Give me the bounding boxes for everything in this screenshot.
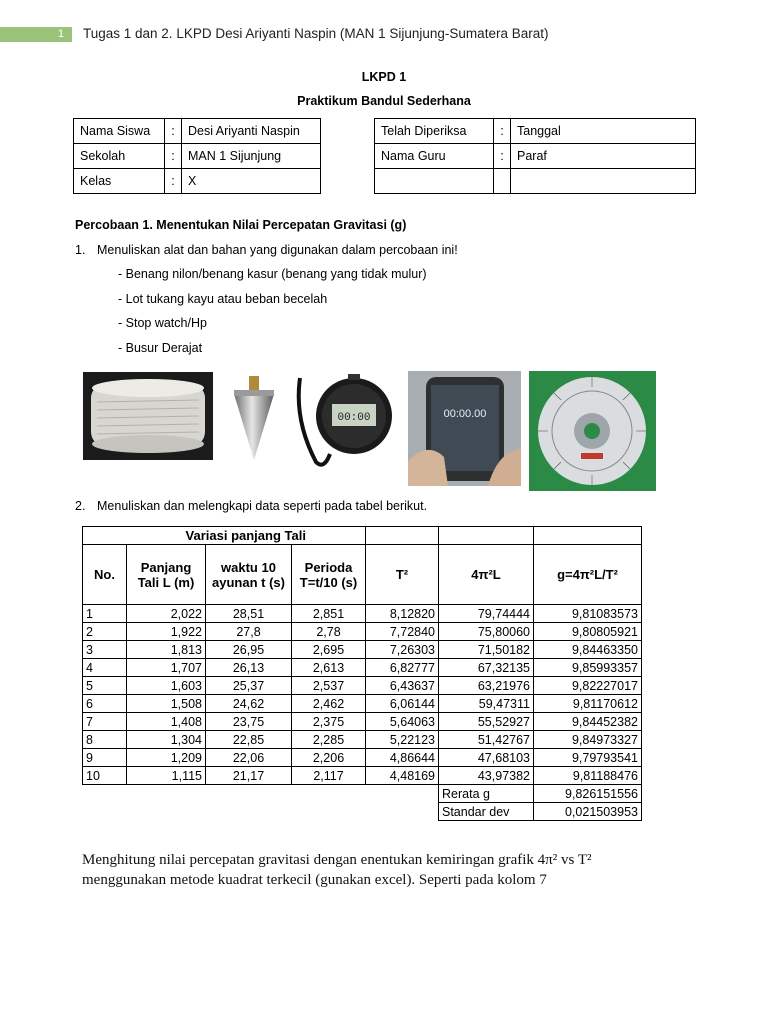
table-cell: 4,48169 xyxy=(366,767,439,785)
check-info-row xyxy=(375,144,696,169)
table-cell: 9,85993357 xyxy=(534,659,642,677)
table-row xyxy=(83,767,642,785)
info-value: MAN 1 Sijunjung xyxy=(182,144,321,169)
info-label: Kelas xyxy=(74,169,165,194)
table-row xyxy=(83,713,642,731)
table-cell: 9,84452382 xyxy=(534,713,642,731)
page-number: 1 xyxy=(0,27,72,42)
check-label xyxy=(375,169,494,194)
stopwatch-display: 00:00 xyxy=(337,412,371,424)
table-cell: 9,84463350 xyxy=(534,641,642,659)
table-cell: 26,95 xyxy=(206,641,292,659)
table-cell: 59,47311 xyxy=(439,695,534,713)
group-header-label: Variasi panjang Tali xyxy=(127,527,366,545)
student-info-table xyxy=(73,118,321,194)
check-value: Tanggal xyxy=(511,119,696,144)
table-row xyxy=(83,749,642,767)
table-cell: 2,613 xyxy=(292,659,366,677)
data-rows xyxy=(83,605,642,785)
table-cell: 1,707 xyxy=(127,659,206,677)
table-cell: 2,117 xyxy=(292,767,366,785)
doc-title: LKPD 1 xyxy=(361,70,407,84)
table-cell: 5,64063 xyxy=(366,713,439,731)
table-cell: 8,12820 xyxy=(366,605,439,623)
item-number: 2. xyxy=(75,499,86,513)
check-info-row xyxy=(375,169,696,194)
document-header: Tugas 1 dan 2. LKPD Desi Ariyanti Naspin (MAN 1 Sijunjung-Sumatera Barat) xyxy=(83,26,549,41)
item-number: 1. xyxy=(75,243,86,257)
group-header-cell xyxy=(83,527,127,545)
check-label: Nama Guru xyxy=(375,144,494,169)
table-cell: 4,86644 xyxy=(366,749,439,767)
table-cell: 2,022 xyxy=(127,605,206,623)
table-cell: 9,79793541 xyxy=(534,749,642,767)
table-cell: 22,85 xyxy=(206,731,292,749)
table-row xyxy=(83,623,642,641)
table-row xyxy=(83,731,642,749)
item-text: Menuliskan dan melengkapi data seperti pada tabel berikut. xyxy=(97,499,428,513)
group-header-cell xyxy=(439,527,534,545)
std-row xyxy=(83,803,642,821)
table-cell: 23,75 xyxy=(206,713,292,731)
column-header-row xyxy=(83,545,642,605)
table-cell: 63,21976 xyxy=(439,677,534,695)
bullet-item: - Benang nilon/benang kasur (benang yang tidak mulur) xyxy=(118,267,427,281)
info-sep: : xyxy=(165,169,182,194)
table-cell: 2,537 xyxy=(292,677,366,695)
data-table xyxy=(82,526,642,821)
plumb-bob-icon xyxy=(228,372,280,462)
header-period: Perioda T=t/10 (s) xyxy=(292,545,366,605)
table-cell: 1,922 xyxy=(127,623,206,641)
table-cell: 75,80060 xyxy=(439,623,534,641)
table-cell: 43,97382 xyxy=(439,767,534,785)
info-sep: : xyxy=(165,144,182,169)
protractor-image xyxy=(529,371,656,491)
check-sep: : xyxy=(494,119,511,144)
student-info-row xyxy=(74,144,321,169)
table-cell: 22,06 xyxy=(206,749,292,767)
info-value: Desi Ariyanti Naspin xyxy=(182,119,321,144)
header-length: Panjang Tali L (m) xyxy=(127,545,206,605)
table-cell: 2,851 xyxy=(292,605,366,623)
table-cell: 28,51 xyxy=(206,605,292,623)
info-label: Sekolah xyxy=(74,144,165,169)
table-cell: 1,304 xyxy=(127,731,206,749)
table-cell: 7 xyxy=(83,713,127,731)
thread-spool-image xyxy=(83,372,213,460)
table-cell: 9,80805921 xyxy=(534,623,642,641)
check-sep: : xyxy=(494,144,511,169)
table-cell: 24,62 xyxy=(206,695,292,713)
item-1 xyxy=(75,243,458,257)
table-cell: 6,43637 xyxy=(366,677,439,695)
section-title: Percobaan 1. Menentukan Nilai Percepatan Gravitasi (g) xyxy=(75,218,407,232)
table-cell: 47,68103 xyxy=(439,749,534,767)
table-cell: 5 xyxy=(83,677,127,695)
table-cell: 1,603 xyxy=(127,677,206,695)
table-row xyxy=(83,641,642,659)
protractor-icon xyxy=(529,371,656,491)
table-cell: 3 xyxy=(83,641,127,659)
std-value: 0,021503953 xyxy=(534,803,642,821)
info-sep: : xyxy=(165,119,182,144)
table-cell: 4 xyxy=(83,659,127,677)
plumb-bob-image xyxy=(228,372,280,462)
table-cell: 7,72840 xyxy=(366,623,439,641)
phone-display: 00:00.00 xyxy=(443,408,487,420)
header-g: g=4π²L/T² xyxy=(534,545,642,605)
table-cell: 71,50182 xyxy=(439,641,534,659)
check-value: Paraf xyxy=(511,144,696,169)
table-cell: 5,22123 xyxy=(366,731,439,749)
table-row xyxy=(83,659,642,677)
header-no: No. xyxy=(83,545,127,605)
stopwatch-image xyxy=(290,370,398,472)
table-cell: 9,81188476 xyxy=(534,767,642,785)
bullet-item: - Stop watch/Hp xyxy=(118,316,207,330)
phone-image xyxy=(408,371,521,486)
table-cell: 27,8 xyxy=(206,623,292,641)
std-label: Standar dev xyxy=(439,803,534,821)
student-info-row xyxy=(74,169,321,194)
table-cell: 9,81170612 xyxy=(534,695,642,713)
table-cell: 1 xyxy=(83,605,127,623)
table-row xyxy=(83,677,642,695)
group-header-row xyxy=(83,527,642,545)
table-cell: 9,81083573 xyxy=(534,605,642,623)
student-info-row xyxy=(74,119,321,144)
table-cell: 6 xyxy=(83,695,127,713)
table-cell: 8 xyxy=(83,731,127,749)
mean-label: Rerata g xyxy=(439,785,534,803)
closing-paragraph xyxy=(82,850,702,890)
table-cell: 6,06144 xyxy=(366,695,439,713)
doc-subtitle: Praktikum Bandul Sederhana xyxy=(297,94,471,108)
mean-row xyxy=(83,785,642,803)
table-cell: 10 xyxy=(83,767,127,785)
item-text: Menuliskan alat dan bahan yang digunakan dalam percobaan ini! xyxy=(97,243,458,257)
phone-icon xyxy=(408,371,521,486)
table-cell: 1,408 xyxy=(127,713,206,731)
info-label: Nama Siswa xyxy=(74,119,165,144)
closing-line: Menghitung nilai percepatan gravitasi dengan enentukan kemiringan grafik 4π² vs T² xyxy=(82,852,592,868)
check-sep xyxy=(494,169,511,194)
table-row xyxy=(83,695,642,713)
header-4pi2l: 4π²L xyxy=(439,545,534,605)
thread-spool-icon xyxy=(83,372,213,460)
table-cell: 1,115 xyxy=(127,767,206,785)
table-cell: 9 xyxy=(83,749,127,767)
table-cell: 2,78 xyxy=(292,623,366,641)
table-cell: 9,84973327 xyxy=(534,731,642,749)
table-cell: 1,813 xyxy=(127,641,206,659)
item-2 xyxy=(75,499,427,513)
check-value xyxy=(511,169,696,194)
empty-cell xyxy=(83,785,439,803)
group-header-cell xyxy=(366,527,439,545)
info-value: X xyxy=(182,169,321,194)
table-cell: 2,285 xyxy=(292,731,366,749)
table-cell: 9,82227017 xyxy=(534,677,642,695)
bullet-item: - Lot tukang kayu atau beban becelah xyxy=(118,292,328,306)
check-info-table xyxy=(374,118,696,194)
group-header-cell xyxy=(534,527,642,545)
table-cell: 21,17 xyxy=(206,767,292,785)
table-cell: 2,375 xyxy=(292,713,366,731)
closing-line: menggunakan metode kuadrat terkecil (gunakan excel). Seperti pada kolom 7 xyxy=(82,872,547,888)
table-cell: 7,26303 xyxy=(366,641,439,659)
mean-value: 9,826151556 xyxy=(534,785,642,803)
table-cell: 6,82777 xyxy=(366,659,439,677)
stopwatch-icon xyxy=(290,370,398,472)
table-row xyxy=(83,605,642,623)
table-cell: 67,32135 xyxy=(439,659,534,677)
table-cell: 2,695 xyxy=(292,641,366,659)
table-cell: 25,37 xyxy=(206,677,292,695)
bullet-item: - Busur Derajat xyxy=(118,341,203,355)
table-cell: 55,52927 xyxy=(439,713,534,731)
empty-cell xyxy=(83,803,439,821)
table-cell: 2,206 xyxy=(292,749,366,767)
table-cell: 2,462 xyxy=(292,695,366,713)
table-cell: 2 xyxy=(83,623,127,641)
table-cell: 1,508 xyxy=(127,695,206,713)
table-cell: 1,209 xyxy=(127,749,206,767)
header-t-squared: T² xyxy=(366,545,439,605)
header-time: waktu 10 ayunan t (s) xyxy=(206,545,292,605)
table-cell: 79,74444 xyxy=(439,605,534,623)
table-cell: 51,42767 xyxy=(439,731,534,749)
check-info-row xyxy=(375,119,696,144)
table-cell: 26,13 xyxy=(206,659,292,677)
check-label: Telah Diperiksa xyxy=(375,119,494,144)
